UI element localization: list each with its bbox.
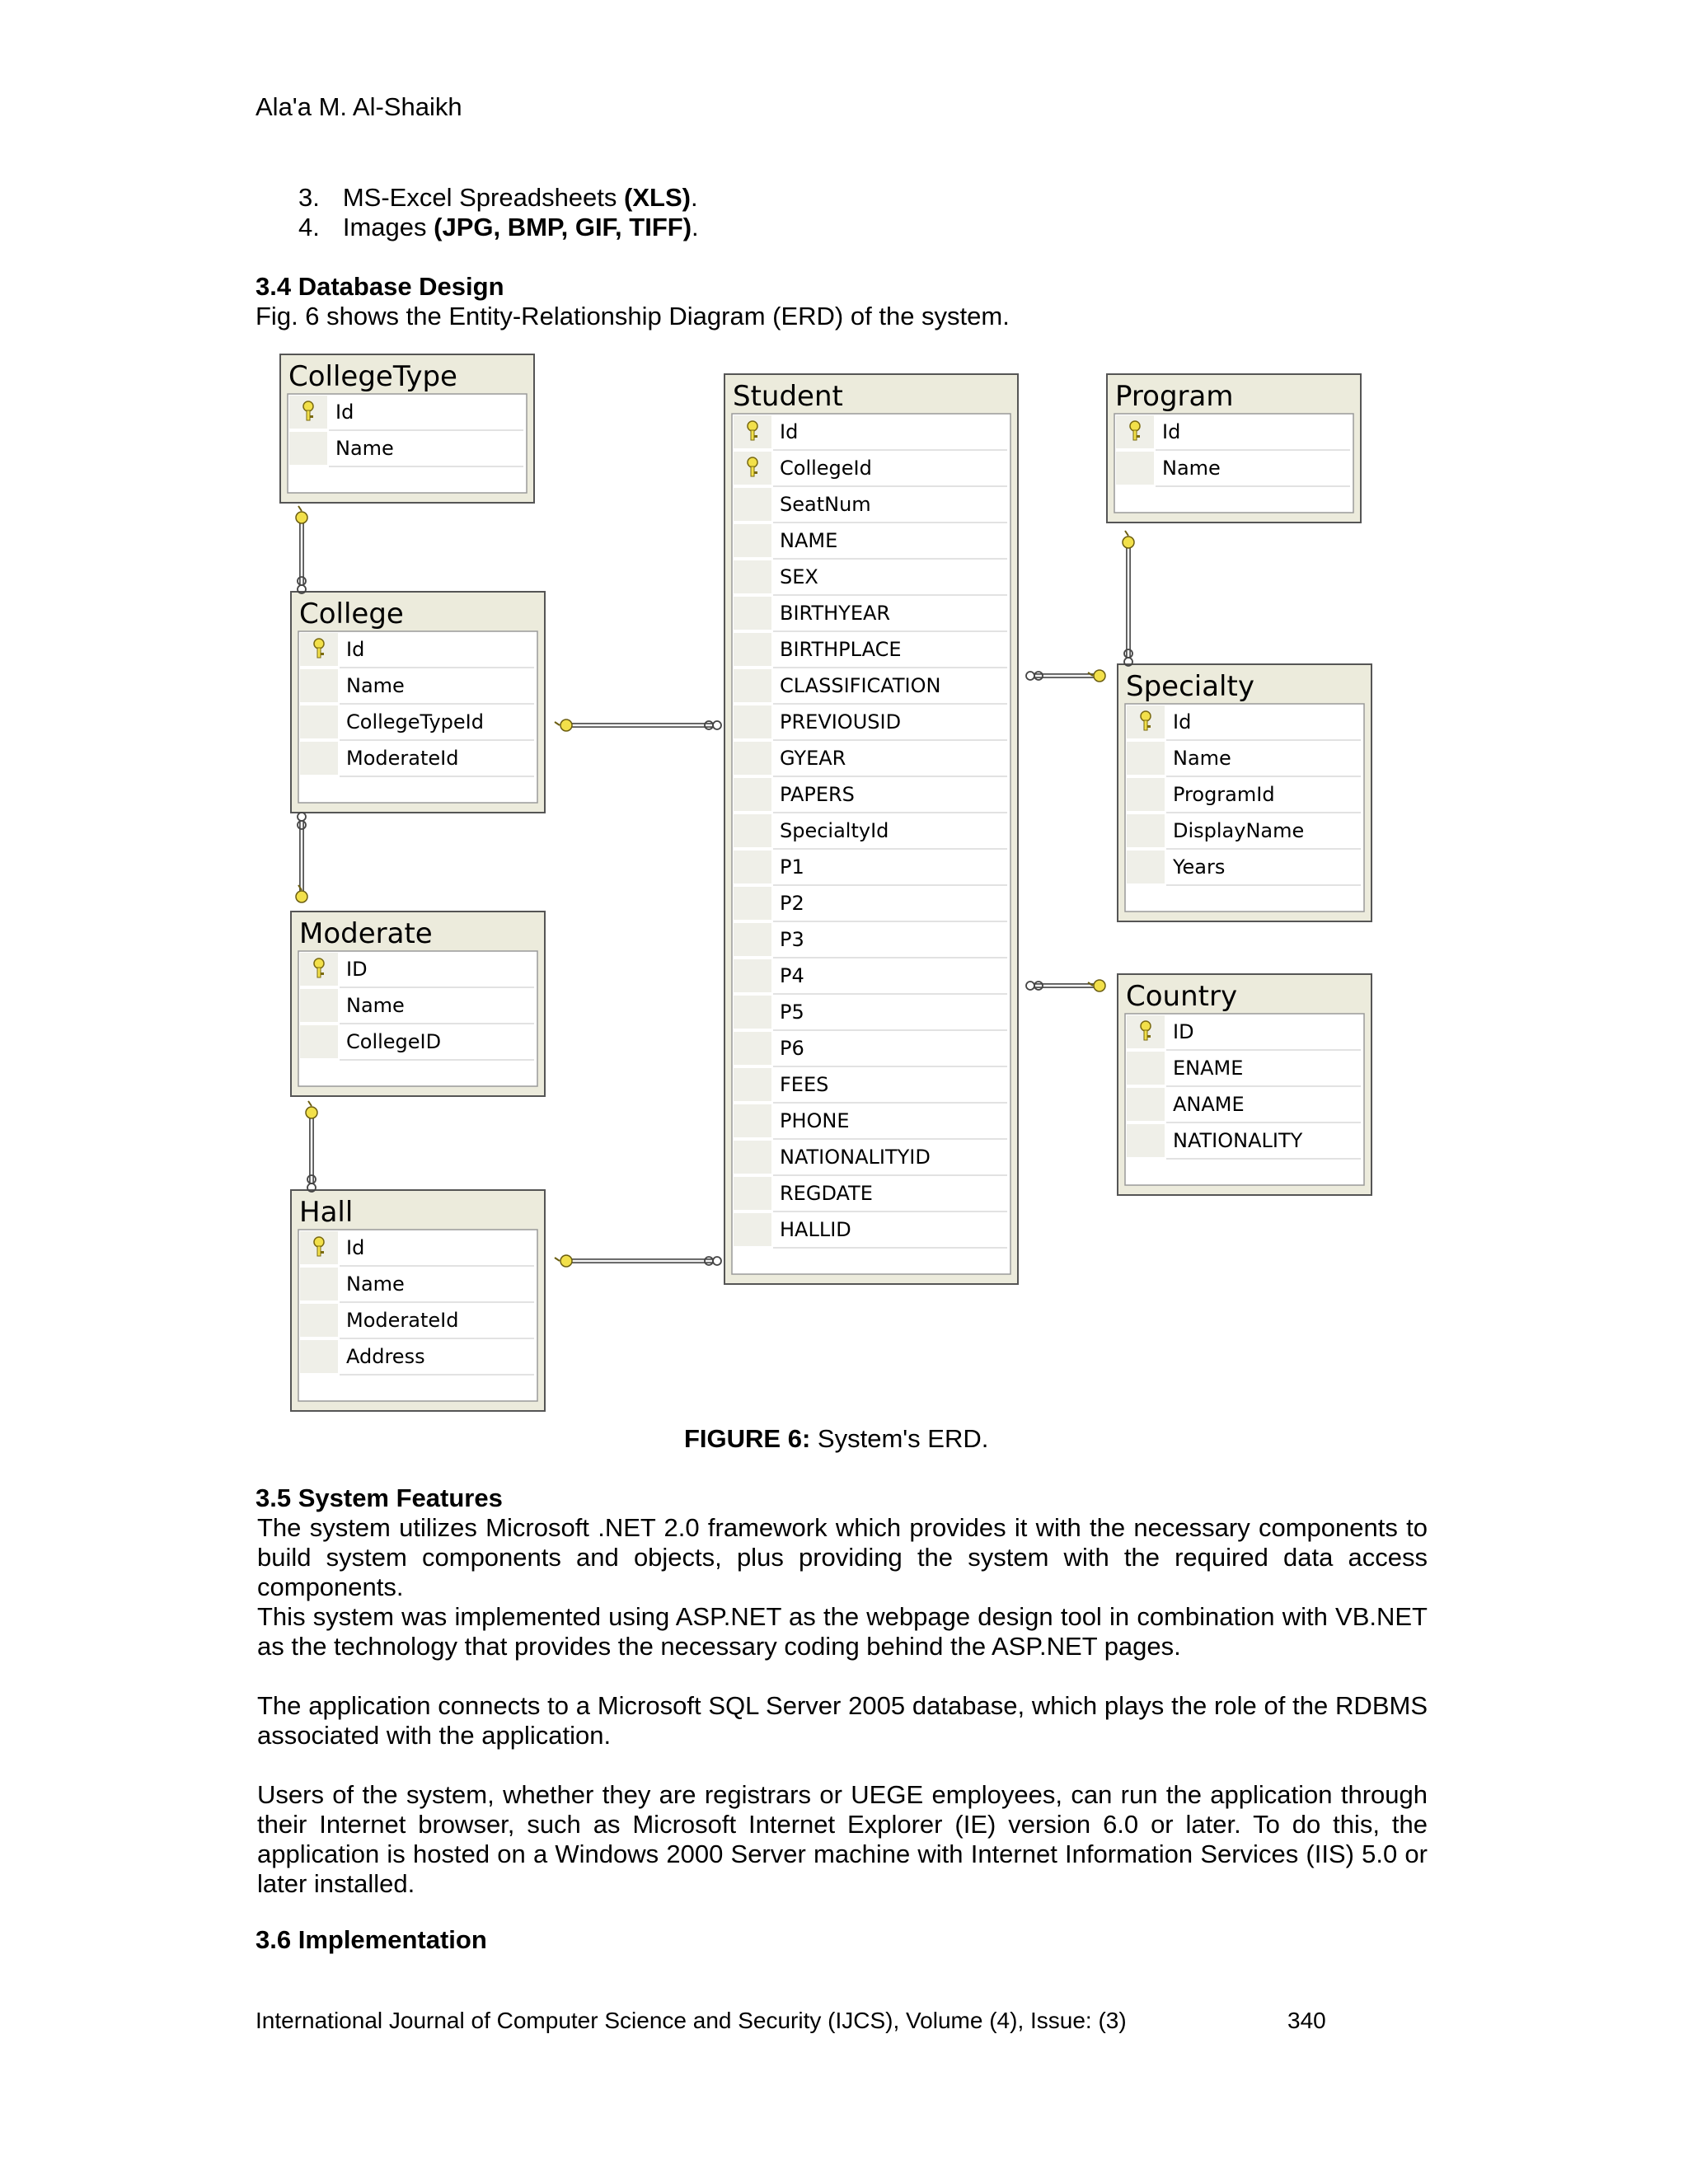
table-title: CollegeType [288, 360, 457, 393]
section-heading-3-4: 3.4 Database Design [256, 272, 504, 301]
row-selector [734, 1068, 771, 1101]
table-title: Hall [299, 1196, 354, 1229]
field-name: CLASSIFICATION [780, 674, 941, 697]
section-heading-3-6: 3.6 Implementation [256, 1925, 487, 1954]
paragraph: Users of the system, whether they are registrars or UEGE employees, can run the application through their Internet browser, such as Microsoft Internet Explorer (IE) version 6.0 or later. To do this, the application is hosted on a Windows 2000 Server machine with Internet Information Services (IIS) 5.0 or later installed. [257, 1780, 1428, 1898]
field-name: Name [1173, 747, 1231, 770]
row-selector [734, 851, 771, 883]
field-name: SEX [780, 565, 818, 588]
list-number: 4. [298, 213, 320, 241]
field-name: BIRTHPLACE [780, 638, 902, 661]
table-title: Country [1126, 980, 1238, 1013]
row-selector [734, 488, 771, 521]
field-name: ProgramId [1173, 783, 1275, 806]
field-name: FEES [780, 1073, 829, 1096]
row-selector [734, 669, 771, 702]
one-end-key-icon [555, 719, 572, 731]
figure-label: FIGURE 6: [684, 1424, 811, 1453]
field-name: NATIONALITY [1173, 1129, 1303, 1152]
relationship-specialty-student [1026, 670, 1105, 682]
row-selector [300, 1304, 338, 1337]
field-name: ID [346, 958, 368, 981]
row-selector [300, 742, 338, 775]
one-end-key-icon [306, 1101, 317, 1118]
row-selector [1127, 1088, 1165, 1121]
field-name: Name [1162, 457, 1221, 480]
table-title: Student [733, 380, 843, 413]
field-name: HALLID [780, 1218, 851, 1241]
field-name: ID [1173, 1020, 1194, 1043]
relationship-college-moderate [296, 813, 307, 902]
row-selector [734, 742, 771, 775]
relationship-program-specialty [1123, 531, 1134, 666]
field-name: P4 [780, 964, 804, 987]
field-name: CollegeTypeId [346, 710, 484, 733]
field-name: PHONE [780, 1109, 850, 1132]
row-selector [1127, 1124, 1165, 1157]
field-name: NAME [780, 529, 838, 552]
list-text: Images [342, 213, 434, 241]
table-title: Moderate [299, 917, 433, 950]
row-selector [734, 778, 771, 811]
table-specialty [1118, 664, 1372, 921]
field-name: DisplayName [1173, 819, 1305, 842]
row-selector [300, 669, 338, 702]
row-selector [300, 1025, 338, 1058]
row-selector [300, 1268, 338, 1301]
field-name: PREVIOUSID [780, 710, 902, 733]
field-name: SpecialtyId [780, 819, 889, 842]
figure-caption [684, 1424, 988, 1454]
field-name: SeatNum [780, 493, 871, 516]
table-student [724, 374, 1018, 1284]
row-selector [289, 432, 327, 465]
field-name: CollegeId [780, 457, 872, 480]
field-name: Id [346, 1236, 365, 1259]
figure-caption-text: System's ERD. [810, 1424, 989, 1453]
table-title: College [299, 598, 404, 630]
row-selector [734, 1213, 771, 1246]
row-selector [734, 1177, 771, 1210]
running-header-author: Ala'a M. Al-Shaikh [256, 92, 462, 121]
list-number: 3. [298, 183, 320, 212]
field-name: P6 [780, 1037, 804, 1060]
row-selector [734, 524, 771, 557]
row-selector [734, 633, 771, 666]
field-name: REGDATE [780, 1182, 873, 1205]
list-bold: (XLS) [624, 183, 691, 212]
field-name: Name [335, 437, 394, 460]
relationship-hall-student [555, 1255, 721, 1267]
field-name: Id [346, 638, 365, 661]
table-title: Program [1115, 380, 1234, 413]
field-name: P3 [780, 928, 804, 951]
field-name: Id [335, 401, 354, 424]
row-selector [1127, 814, 1165, 847]
one-end-key-icon [555, 1255, 572, 1267]
field-name: PAPERS [780, 783, 855, 806]
list-bold: (JPG, BMP, GIF, TIFF) [434, 213, 692, 241]
field-name: ModerateId [346, 747, 459, 770]
row-selector [300, 705, 338, 738]
table-hall [291, 1190, 545, 1411]
paragraph: This system was implemented using ASP.NET as the webpage design tool in combination with VB.NET as the technology that provides the necessary coding behind the ASP.NET pages. [257, 1602, 1428, 1661]
row-selector [1127, 1052, 1165, 1085]
footer-journal: International Journal of Computer Science and Security (IJCS), Volume (4), Issue: (3) [256, 2008, 1127, 2033]
section-heading-3-5: 3.5 System Features [256, 1483, 503, 1512]
field-name: NATIONALITYID [780, 1146, 931, 1169]
row-selector [734, 1141, 771, 1174]
row-selector [734, 1104, 771, 1137]
footer-page-number: 340 [1287, 2008, 1326, 2033]
relationship-moderate-hall [306, 1101, 317, 1192]
table-title: Specialty [1126, 670, 1254, 703]
row-selector [1127, 851, 1165, 883]
row-selector [1116, 452, 1154, 485]
list-end: . [690, 183, 698, 212]
field-name: Years [1173, 855, 1226, 879]
row-selector [734, 1032, 771, 1065]
row-selector [734, 923, 771, 956]
table-collegetype [280, 354, 534, 503]
field-name: Id [780, 420, 799, 443]
list-text: MS-Excel Spreadsheets [342, 183, 625, 212]
field-name: Name [346, 674, 405, 697]
relationship-country-student [1026, 980, 1105, 991]
field-name: ANAME [1173, 1093, 1245, 1116]
field-name: P1 [780, 855, 804, 879]
row-selector [734, 597, 771, 630]
row-selector [1127, 742, 1165, 775]
field-name: ENAME [1173, 1057, 1244, 1080]
row-selector [734, 887, 771, 920]
table-moderate [291, 912, 545, 1096]
field-name: P2 [780, 892, 804, 915]
field-name: Address [346, 1345, 425, 1368]
field-name: Id [1162, 420, 1181, 443]
row-selector [734, 560, 771, 593]
list-end: . [692, 213, 699, 241]
relationship-college-student [555, 719, 721, 731]
field-name: CollegeID [346, 1030, 442, 1053]
table-program [1107, 374, 1361, 523]
row-selector [734, 959, 771, 992]
one-end-key-icon [296, 506, 307, 523]
field-name: Name [346, 1272, 405, 1296]
field-name: ModerateId [346, 1309, 459, 1332]
paragraph: The application connects to a Microsoft SQL Server 2005 database, which plays the role of the RDBMS associated with the application. [257, 1691, 1428, 1750]
row-selector [300, 1340, 338, 1373]
field-name: GYEAR [780, 747, 846, 770]
section-intro: Fig. 6 shows the Entity-Relationship Diagram (ERD) of the system. [256, 302, 1010, 330]
field-name: BIRTHYEAR [780, 602, 891, 625]
row-selector [300, 989, 338, 1022]
table-college [291, 592, 545, 813]
relationship-collegetype-college [296, 506, 307, 593]
field-name: P5 [780, 1001, 804, 1024]
paragraph: The system utilizes Microsoft .NET 2.0 framework which provides it with the necessary components to build system components and objects, plus providing the system with the required data access components. [257, 1513, 1428, 1601]
field-name: Id [1173, 710, 1192, 733]
row-selector [734, 705, 771, 738]
table-country [1118, 974, 1372, 1195]
field-name: Name [346, 994, 405, 1017]
one-end-key-icon [1123, 531, 1134, 548]
row-selector [1127, 778, 1165, 811]
row-selector [734, 996, 771, 1029]
row-selector [734, 814, 771, 847]
